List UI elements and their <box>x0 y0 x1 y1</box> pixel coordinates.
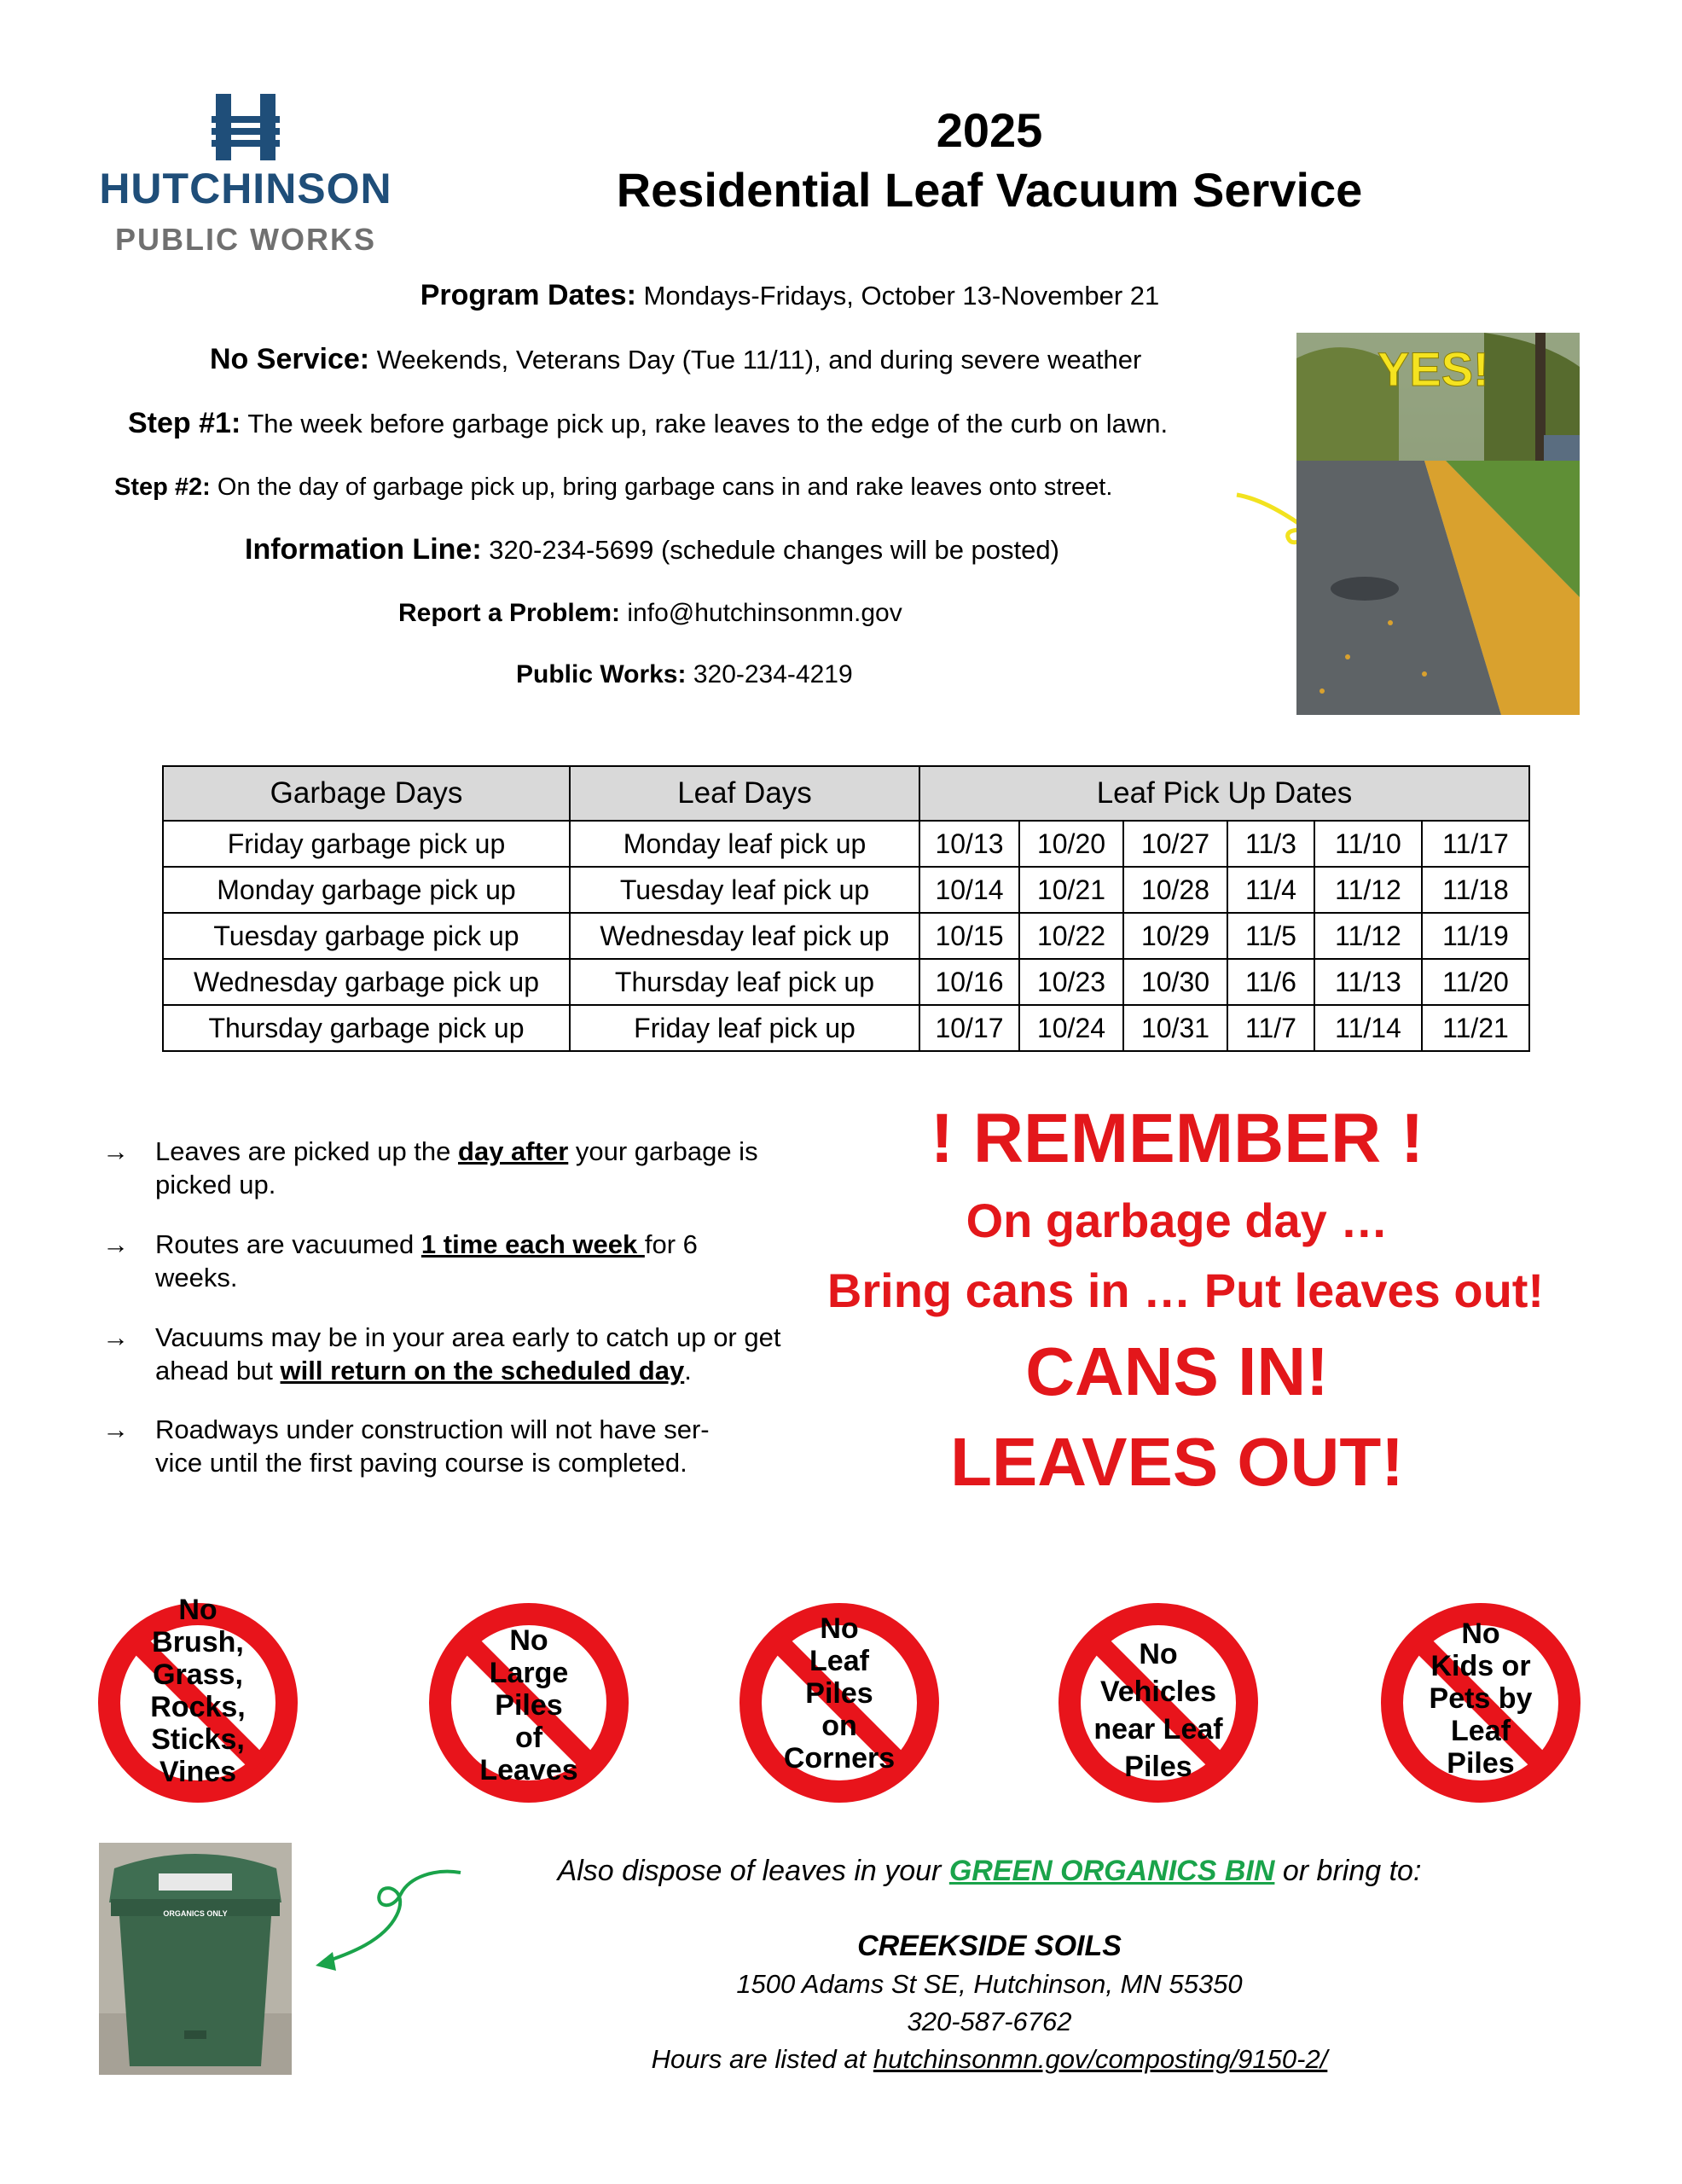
report-problem-label: Report a Problem: <box>398 599 621 627</box>
bullet-early-vacuums <box>102 1321 781 1389</box>
company-phone: 320-587-6762 <box>907 2007 1072 2036</box>
date-cell: 10/16 <box>919 959 1019 1005</box>
date-cell: 10/15 <box>919 913 1019 959</box>
sign-line: Vehicles <box>1099 1676 1217 1708</box>
date-cell: 10/27 <box>1123 821 1227 867</box>
table-header-row <box>163 766 1529 821</box>
sign-line: Rocks, <box>150 1691 246 1723</box>
dispose-line <box>478 1855 1501 1888</box>
date-cell: 10/23 <box>1019 959 1123 1005</box>
sign-line: Brush, <box>152 1626 244 1658</box>
table-row <box>163 821 1529 867</box>
date-cell: 10/31 <box>1123 1005 1227 1051</box>
sign-line: Kids or <box>1430 1650 1531 1682</box>
bullet-text-part: your garbage is picked up. <box>155 1136 758 1199</box>
leaf-day-cell: Monday leaf pick up <box>570 821 919 867</box>
bullet-day-after <box>102 1135 768 1203</box>
hours-line <box>478 2044 1501 2075</box>
sign-line: No <box>820 1612 859 1645</box>
sign-line: Grass, <box>153 1658 243 1691</box>
sign-line: Piles <box>1447 1747 1515 1780</box>
date-cell: 11/4 <box>1227 867 1314 913</box>
date-cell: 11/20 <box>1422 959 1529 1005</box>
date-cell: 11/19 <box>1422 913 1529 959</box>
leaf-day-cell: Tuesday leaf pick up <box>570 867 919 913</box>
arrow-right-icon: → <box>102 1136 129 1166</box>
date-cell: 11/17 <box>1422 821 1529 867</box>
table-row <box>163 1005 1529 1051</box>
date-cell: 10/28 <box>1123 867 1227 913</box>
step-1 <box>128 407 1168 440</box>
sign-line: Piles <box>805 1677 873 1710</box>
date-cell: 10/21 <box>1019 867 1123 913</box>
date-cell: 10/22 <box>1019 913 1123 959</box>
bullet-emphasis: day after <box>458 1136 569 1166</box>
sign-line: No <box>1139 1638 1178 1670</box>
date-cell: 11/3 <box>1227 821 1314 867</box>
leaf-day-cell: Wednesday leaf pick up <box>570 913 919 959</box>
logo-name: HUTCHINSON <box>99 165 392 212</box>
information-line-label: Information Line: <box>245 533 482 566</box>
no-kids-pets-sign <box>1380 1602 1581 1804</box>
bullet-emphasis: 1 time each week <box>420 1229 645 1259</box>
arrow-right-icon: → <box>102 1229 129 1259</box>
bullet-text <box>155 1321 838 1387</box>
table-row <box>163 959 1529 1005</box>
no-large-piles-sign <box>428 1602 629 1804</box>
bullet-text-part: . <box>684 1356 692 1385</box>
remember-cans-leaves: Bring cans in … Put leaves out! <box>826 1263 1545 1317</box>
date-cell: 11/7 <box>1227 1005 1314 1051</box>
step2-label: Step #2: <box>114 473 211 501</box>
page-title: Residential Leaf Vacuum Service <box>616 163 1363 217</box>
garbage-day-cell: Tuesday garbage pick up <box>163 913 570 959</box>
garbage-day-cell: Thursday garbage pick up <box>163 1005 570 1051</box>
leaf-day-cell: Friday leaf pick up <box>570 1005 919 1051</box>
date-cell: 11/10 <box>1314 821 1422 867</box>
company-name: CREEKSIDE SOILS <box>857 1930 1122 1962</box>
bullet-construction <box>102 1413 768 1481</box>
no-service <box>210 343 1141 376</box>
date-cell: 10/29 <box>1123 913 1227 959</box>
title-year: 2025 <box>936 103 1043 157</box>
date-cell: 10/14 <box>919 867 1019 913</box>
leaves-out: LEAVES OUT! <box>950 1424 1404 1500</box>
date-cell: 10/30 <box>1123 959 1227 1005</box>
public-works-phone: 320-234-4219 <box>693 660 853 688</box>
information-line-value: 320-234-5699 (schedule changes will be posted) <box>489 535 1059 565</box>
public-works-label: Public Works: <box>516 660 687 688</box>
sign-line: Sticks, <box>151 1723 245 1756</box>
garbage-day-cell: Wednesday garbage pick up <box>163 959 570 1005</box>
header-garbage-days: Garbage Days <box>163 766 570 821</box>
date-cell: 11/13 <box>1314 959 1422 1005</box>
date-cell: 11/5 <box>1227 913 1314 959</box>
date-cell: 10/20 <box>1019 821 1123 867</box>
company-address: 1500 Adams St SE, Hutchinson, MN 55350 <box>736 1969 1243 1999</box>
program-dates-label: Program Dates: <box>420 279 636 311</box>
no-corner-piles-sign <box>739 1602 940 1804</box>
date-cell: 10/17 <box>919 1005 1019 1051</box>
bullet-text: Roadways under construction will not have ser-vice until the first paving course is completed. <box>155 1414 710 1478</box>
leaf-pickup-schedule-table <box>162 765 1530 1052</box>
remember-garbage-day: On garbage day … <box>966 1194 1389 1247</box>
program-dates <box>0 279 1682 312</box>
dispose-text: Also dispose of leaves in your <box>557 1855 949 1887</box>
logo-subtitle: PUBLIC WORKS <box>115 222 376 257</box>
green-arrow-icon <box>307 1860 478 1988</box>
arrow-right-icon: → <box>102 1322 129 1352</box>
sign-line: Pets by <box>1429 1682 1533 1715</box>
remember-heading: ! REMEMBER ! <box>930 1100 1424 1177</box>
header-leaf-pickup-dates: Leaf Pick Up Dates <box>919 766 1529 821</box>
bullet-text <box>155 1228 769 1294</box>
no-service-label: No Service: <box>210 343 370 375</box>
composting-link[interactable]: hutchinsonmn.gov/composting/9150-2/ <box>873 2044 1328 2074</box>
program-dates-value: Mondays-Fridays, October 13-November 21 <box>643 281 1160 311</box>
sign-line: near Leaf <box>1093 1713 1223 1745</box>
garbage-day-cell: Friday garbage pick up <box>163 821 570 867</box>
sign-line: Piles <box>495 1689 563 1722</box>
hutchinson-logo <box>92 94 399 256</box>
date-cell: 11/12 <box>1314 913 1422 959</box>
date-cell: 10/24 <box>1019 1005 1123 1051</box>
organics-bin-photo <box>99 1843 292 2075</box>
step1-value: The week before garbage pick up, rake leaves to the edge of the curb on lawn. <box>247 409 1169 439</box>
bullet-weekly-routes <box>102 1228 768 1296</box>
dispose-text: or bring to: <box>1274 1855 1422 1887</box>
step1-label: Step #1: <box>128 407 241 439</box>
sign-line: Vines <box>159 1756 237 1788</box>
table-row <box>163 913 1529 959</box>
sign-line: No <box>509 1624 548 1657</box>
no-service-value: Weekends, Veterans Day (Tue 11/11), and during severe weather <box>376 345 1142 375</box>
arrow-right-icon: → <box>102 1414 129 1444</box>
date-cell: 11/14 <box>1314 1005 1422 1051</box>
report-problem <box>398 599 902 628</box>
date-cell: 10/13 <box>919 821 1019 867</box>
photo-yes-caption: YES! <box>1378 342 1489 396</box>
garbage-day-cell: Monday garbage pick up <box>163 867 570 913</box>
sign-line: Leaves <box>479 1754 578 1786</box>
sign-line: on <box>821 1710 857 1742</box>
sign-line: Piles <box>1124 1751 1192 1783</box>
bullet-text-part: Vacuums may be in your area early to catch up or get ahead but <box>155 1322 781 1385</box>
sign-line: of <box>514 1722 543 1754</box>
date-cell: 11/6 <box>1227 959 1314 1005</box>
bullet-text-part: for 6 weeks. <box>155 1229 698 1292</box>
bullet-text-part: Leaves are picked up the <box>155 1136 459 1166</box>
date-cell: 11/18 <box>1422 867 1529 913</box>
step2-value: On the day of garbage pick up, bring garbage cans in and rake leaves onto street. <box>217 473 1113 501</box>
street-leaves-photo <box>1296 333 1580 715</box>
leaf-day-cell: Thursday leaf pick up <box>570 959 919 1005</box>
date-cell: 11/12 <box>1314 867 1422 913</box>
bullet-text <box>155 1135 829 1201</box>
sign-line: Corners <box>783 1742 896 1774</box>
sign-line: Leaf <box>1451 1715 1511 1747</box>
bullet-text-part: Routes are vacuumed <box>155 1229 421 1259</box>
bullet-emphasis: will return on the scheduled day <box>280 1356 685 1385</box>
table-row <box>163 867 1529 913</box>
date-cell: 11/21 <box>1422 1005 1529 1051</box>
green-organics-bin-link[interactable]: GREEN ORGANICS BIN <box>948 1855 1275 1887</box>
no-vehicles-sign <box>1058 1602 1259 1804</box>
public-works-contact <box>516 660 853 689</box>
report-problem-email[interactable]: info@hutchinsonmn.gov <box>627 599 902 627</box>
no-brush-sign <box>97 1594 299 1804</box>
sign-line: Leaf <box>809 1645 869 1677</box>
information-line <box>245 533 1059 566</box>
logo-h-icon <box>92 94 399 162</box>
cans-in: CANS IN! <box>1025 1333 1329 1409</box>
sign-line: No <box>1461 1618 1500 1650</box>
hours-text: Hours are listed at <box>651 2044 873 2074</box>
header-leaf-days: Leaf Days <box>570 766 919 821</box>
sign-line: No <box>178 1594 218 1626</box>
step-2 <box>114 473 1112 502</box>
sign-line: Large <box>489 1657 569 1689</box>
bin-label: ORGANICS ONLY <box>163 1909 228 1918</box>
